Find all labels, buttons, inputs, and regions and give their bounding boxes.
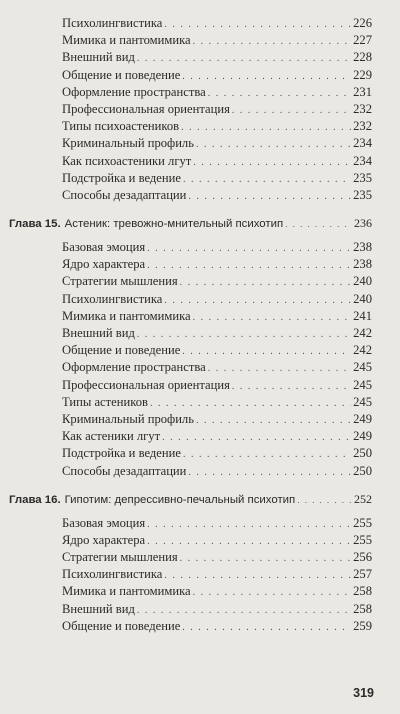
toc-entry-page: 242 [353, 343, 372, 358]
toc-entry [62, 135, 372, 152]
dot-leader [297, 490, 352, 510]
toc-entry [62, 15, 372, 32]
toc-entry-page: 240 [353, 274, 372, 289]
toc-entry-page: 229 [353, 67, 372, 82]
dot-leader [193, 584, 352, 601]
dot-leader [285, 214, 352, 234]
chapter-heading-15 [9, 213, 372, 233]
toc-entry-page: 250 [353, 463, 372, 478]
toc-entry-label: Базовая эмоция [62, 515, 146, 530]
dot-leader [193, 154, 351, 171]
dot-leader [137, 50, 351, 67]
toc-entry-label: Ядро характера [62, 532, 146, 547]
toc-entry [62, 342, 372, 359]
toc-entry [62, 256, 372, 273]
toc-entry-label: Психолингвистика [62, 16, 163, 30]
toc-entry-label: Базовая эмоция [62, 240, 146, 255]
dot-leader [147, 533, 351, 550]
toc-entry [62, 32, 372, 49]
toc-entry-page: 228 [353, 50, 372, 65]
dot-leader [162, 429, 351, 446]
toc-entry [62, 291, 372, 308]
dot-leader [150, 395, 351, 412]
toc-entry-page: 250 [353, 446, 372, 461]
page-number: 319 [353, 686, 374, 700]
dot-leader [137, 602, 351, 619]
toc-entry-label: Общение и поведение [62, 343, 181, 358]
dot-leader [196, 136, 351, 153]
toc-entry-label: Как астеники лгут [62, 429, 161, 444]
toc-entry-page: 245 [353, 394, 372, 409]
toc-entry [62, 445, 372, 462]
dot-leader [208, 85, 351, 102]
dot-leader [182, 343, 351, 360]
toc-entry-label: Общение и поведение [62, 67, 181, 82]
dot-leader [164, 292, 351, 309]
toc-entry [62, 239, 372, 256]
toc-entry-label: Способы дезадаптации [62, 463, 187, 478]
toc-section-c [0, 515, 400, 635]
toc-entry-label: Криминальный профиль [62, 411, 194, 426]
toc-entry-label: Оформление пространства [62, 360, 206, 375]
toc-entry [62, 532, 372, 549]
toc-entry-label: Подстройка и ведение [62, 446, 181, 461]
toc-entry-label: Внешний вид [62, 50, 135, 65]
toc-entry-label: Мимика и пантомимика [62, 584, 191, 599]
chapter-heading-16 [9, 489, 372, 509]
chapter-number: Глава 16. [9, 493, 61, 506]
toc-entry [62, 618, 372, 635]
toc-entry-page: 257 [353, 567, 372, 582]
toc-entry [62, 515, 372, 532]
dot-leader [181, 119, 351, 136]
toc-entry [62, 549, 372, 566]
toc-entry-page: 238 [353, 257, 372, 272]
dot-leader [137, 326, 351, 343]
dot-leader [147, 240, 351, 257]
toc-entry [62, 325, 372, 342]
toc-entry [62, 101, 372, 118]
toc-entry-label: Общение и поведение [62, 618, 181, 633]
toc-entry [62, 187, 372, 204]
dot-leader [193, 309, 352, 326]
toc-entry-page: 238 [353, 240, 372, 255]
toc-entry [62, 428, 372, 445]
toc-entry-label: Психолингвистика [62, 567, 163, 582]
dot-leader [182, 68, 351, 85]
toc-entry-page: 256 [353, 550, 372, 565]
chapter-page-number: 236 [354, 216, 372, 231]
toc-entry [62, 170, 372, 187]
toc-entry-label: Оформление пространства [62, 84, 206, 99]
toc-entry-page: 259 [353, 618, 372, 633]
dot-leader [164, 16, 351, 33]
toc-entry-label: Мимика и пантомимика [62, 308, 191, 323]
toc-entry-page: 227 [353, 33, 372, 48]
toc-entry-label: Типы астеников [62, 394, 148, 409]
dot-leader [208, 360, 351, 377]
toc-entry-label: Типы психоастеников [62, 119, 180, 134]
dot-leader [193, 33, 352, 50]
toc-entry-label: Криминальный профиль [62, 136, 194, 151]
toc-entry-page: 235 [353, 187, 372, 202]
toc-entry-label: Внешний вид [62, 601, 135, 616]
toc-entry [62, 153, 372, 170]
toc-entry [62, 84, 372, 101]
dot-leader [196, 412, 351, 429]
chapter-title: Гипотим: депрессивно-печальный психотип [64, 493, 296, 506]
toc-entry [62, 308, 372, 325]
toc-section-a [0, 15, 400, 204]
dot-leader [180, 274, 351, 291]
toc-entry [62, 463, 372, 480]
toc-entry-label: Профессиональная ориентация [62, 377, 230, 392]
toc-entry [62, 67, 372, 84]
toc-entry-page: 249 [353, 411, 372, 426]
toc-entry-label: Ядро характера [62, 257, 146, 272]
toc-entry [62, 49, 372, 66]
toc-entry-page: 258 [353, 584, 372, 599]
toc-entry [62, 273, 372, 290]
toc-entry-page: 234 [353, 136, 372, 151]
toc-entry [62, 394, 372, 411]
toc-entry-page: 249 [353, 429, 372, 444]
dot-leader [180, 550, 351, 567]
toc-entry-label: Подстройка и ведение [62, 170, 181, 185]
dot-leader [188, 188, 351, 205]
toc-entry-page: 255 [353, 532, 372, 547]
toc-entry-page: 242 [353, 326, 372, 340]
toc-entry [62, 377, 372, 394]
dot-leader [232, 378, 351, 395]
toc-entry-label: Психолингвистика [62, 291, 163, 306]
toc-entry-label: Как психоастеники лгут [62, 153, 192, 168]
toc-entry-label: Мимика и пантомимика [62, 33, 191, 48]
toc-entry-label: Стратегии мышления [62, 550, 178, 565]
toc-entry-label: Способы дезадаптации [62, 187, 187, 202]
toc-entry [62, 601, 372, 618]
table-of-contents [0, 15, 400, 635]
toc-entry-page: 234 [353, 153, 372, 168]
toc-entry-page: 232 [353, 101, 372, 116]
toc-entry-label: Профессиональная ориентация [62, 101, 230, 116]
dot-leader [183, 446, 351, 463]
toc-entry-label: Внешний вид [62, 326, 135, 340]
toc-entry [62, 566, 372, 583]
toc-entry-page: 232 [353, 119, 372, 134]
dot-leader [183, 171, 351, 188]
toc-entry-page: 241 [353, 308, 372, 323]
chapter-title: Астеник: тревожно-мнительный психотип [64, 218, 284, 231]
toc-entry-page: 245 [353, 360, 372, 375]
dot-leader [182, 619, 351, 636]
toc-entry-page: 231 [353, 84, 372, 99]
dot-leader [147, 516, 351, 533]
chapter-page-number: 252 [354, 491, 372, 506]
toc-entry-label: Стратегии мышления [62, 274, 178, 289]
toc-section-b [0, 239, 400, 480]
toc-entry-page: 245 [353, 377, 372, 392]
chapter-number: Глава 15. [9, 218, 61, 231]
dot-leader [188, 464, 351, 481]
toc-entry-page: 240 [353, 291, 372, 306]
toc-entry-page: 255 [353, 515, 372, 530]
toc-entry-page: 226 [353, 16, 372, 30]
dot-leader [232, 102, 351, 119]
toc-entry-page: 258 [353, 601, 372, 616]
toc-entry-page: 235 [353, 170, 372, 185]
toc-entry [62, 118, 372, 135]
dot-leader [147, 257, 351, 274]
toc-entry [62, 583, 372, 600]
toc-entry [62, 359, 372, 376]
dot-leader [164, 567, 351, 584]
toc-entry [62, 411, 372, 428]
